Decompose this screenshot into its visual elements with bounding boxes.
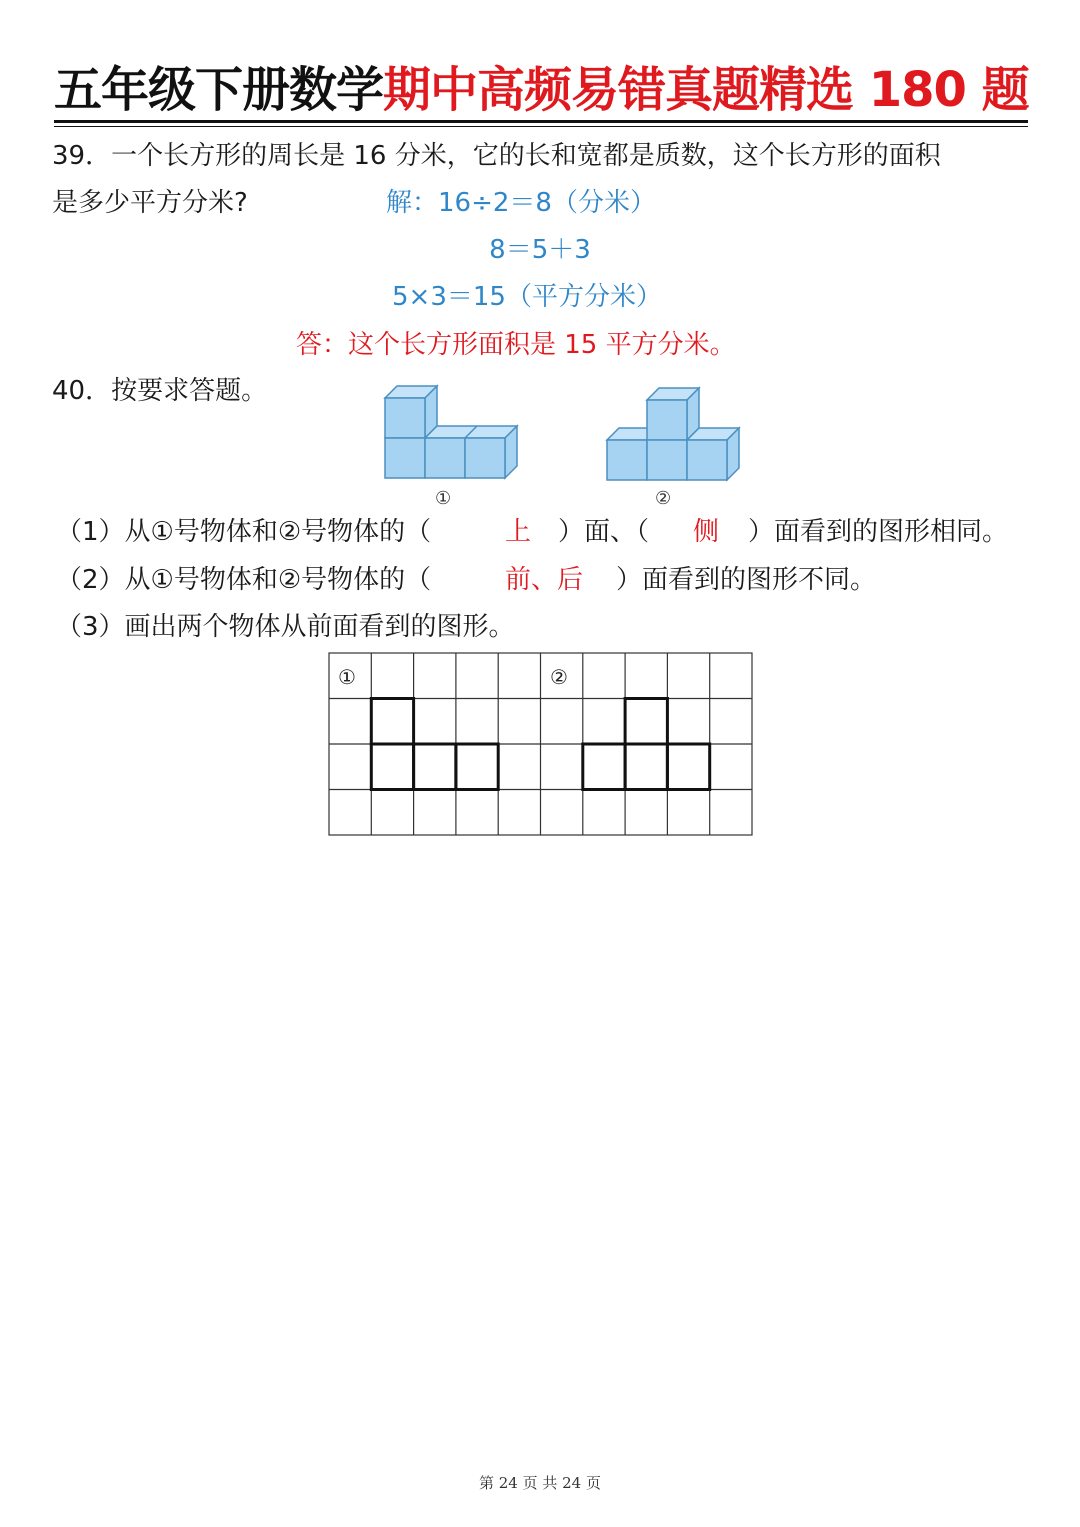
title-underline-thick <box>54 120 1028 123</box>
q39-line2: 是多少平方分米? <box>52 188 248 218</box>
q39-solution-step2: 8＝5＋3 <box>489 235 591 265</box>
cube-figure-2-label: ② <box>655 488 672 509</box>
q39-solution-step3: 5×3＝15（平方分米） <box>392 282 662 312</box>
q40-part2-text-a: （2）从①号物体和②号物体的（ <box>56 565 432 595</box>
q40-part1-text-b: ）面、（ <box>558 517 650 547</box>
q40-part1-text-a: （1）从①号物体和②号物体的（ <box>56 517 432 547</box>
q40-part1-answer1: 上 <box>505 517 532 547</box>
grid-label-2: ② <box>550 665 568 689</box>
grid-label-1: ① <box>338 665 356 689</box>
page-footer: 第 24 页 共 24 页 <box>478 1474 601 1492</box>
drawing-grid <box>328 652 754 838</box>
title-black-part: 五年级下册数学 <box>54 62 384 118</box>
title-red-part: 期中高频易错真题精选 180 题 <box>383 62 1029 118</box>
q39-solution-step1: 解：16÷2＝8（分米） <box>386 188 656 218</box>
title-underline-thin <box>54 126 1028 127</box>
q39-answer: 答：这个长方形面积是 15 平方分米。 <box>296 330 736 360</box>
q40-heading: 40．按要求答题。 <box>52 376 268 406</box>
q40-part2-answer: 前、后 <box>505 565 584 595</box>
cube-figure-1 <box>380 383 520 483</box>
page-title <box>54 58 1034 122</box>
q40-part2-text-b: ）面看到的图形不同。 <box>616 565 877 595</box>
q40-part1-answer2: 侧 <box>693 517 720 547</box>
cube-figure-1-label: ① <box>435 488 452 509</box>
q40-part3-text: （3）画出两个物体从前面看到的图形。 <box>56 612 515 642</box>
q40-part1-text-c: ）面看到的图形相同。 <box>748 517 1009 547</box>
cube-figure-2 <box>602 385 742 485</box>
q39-line1: 39．一个长方形的周长是 16 分米，它的长和宽都是质数，这个长方形的面积 <box>52 141 941 171</box>
